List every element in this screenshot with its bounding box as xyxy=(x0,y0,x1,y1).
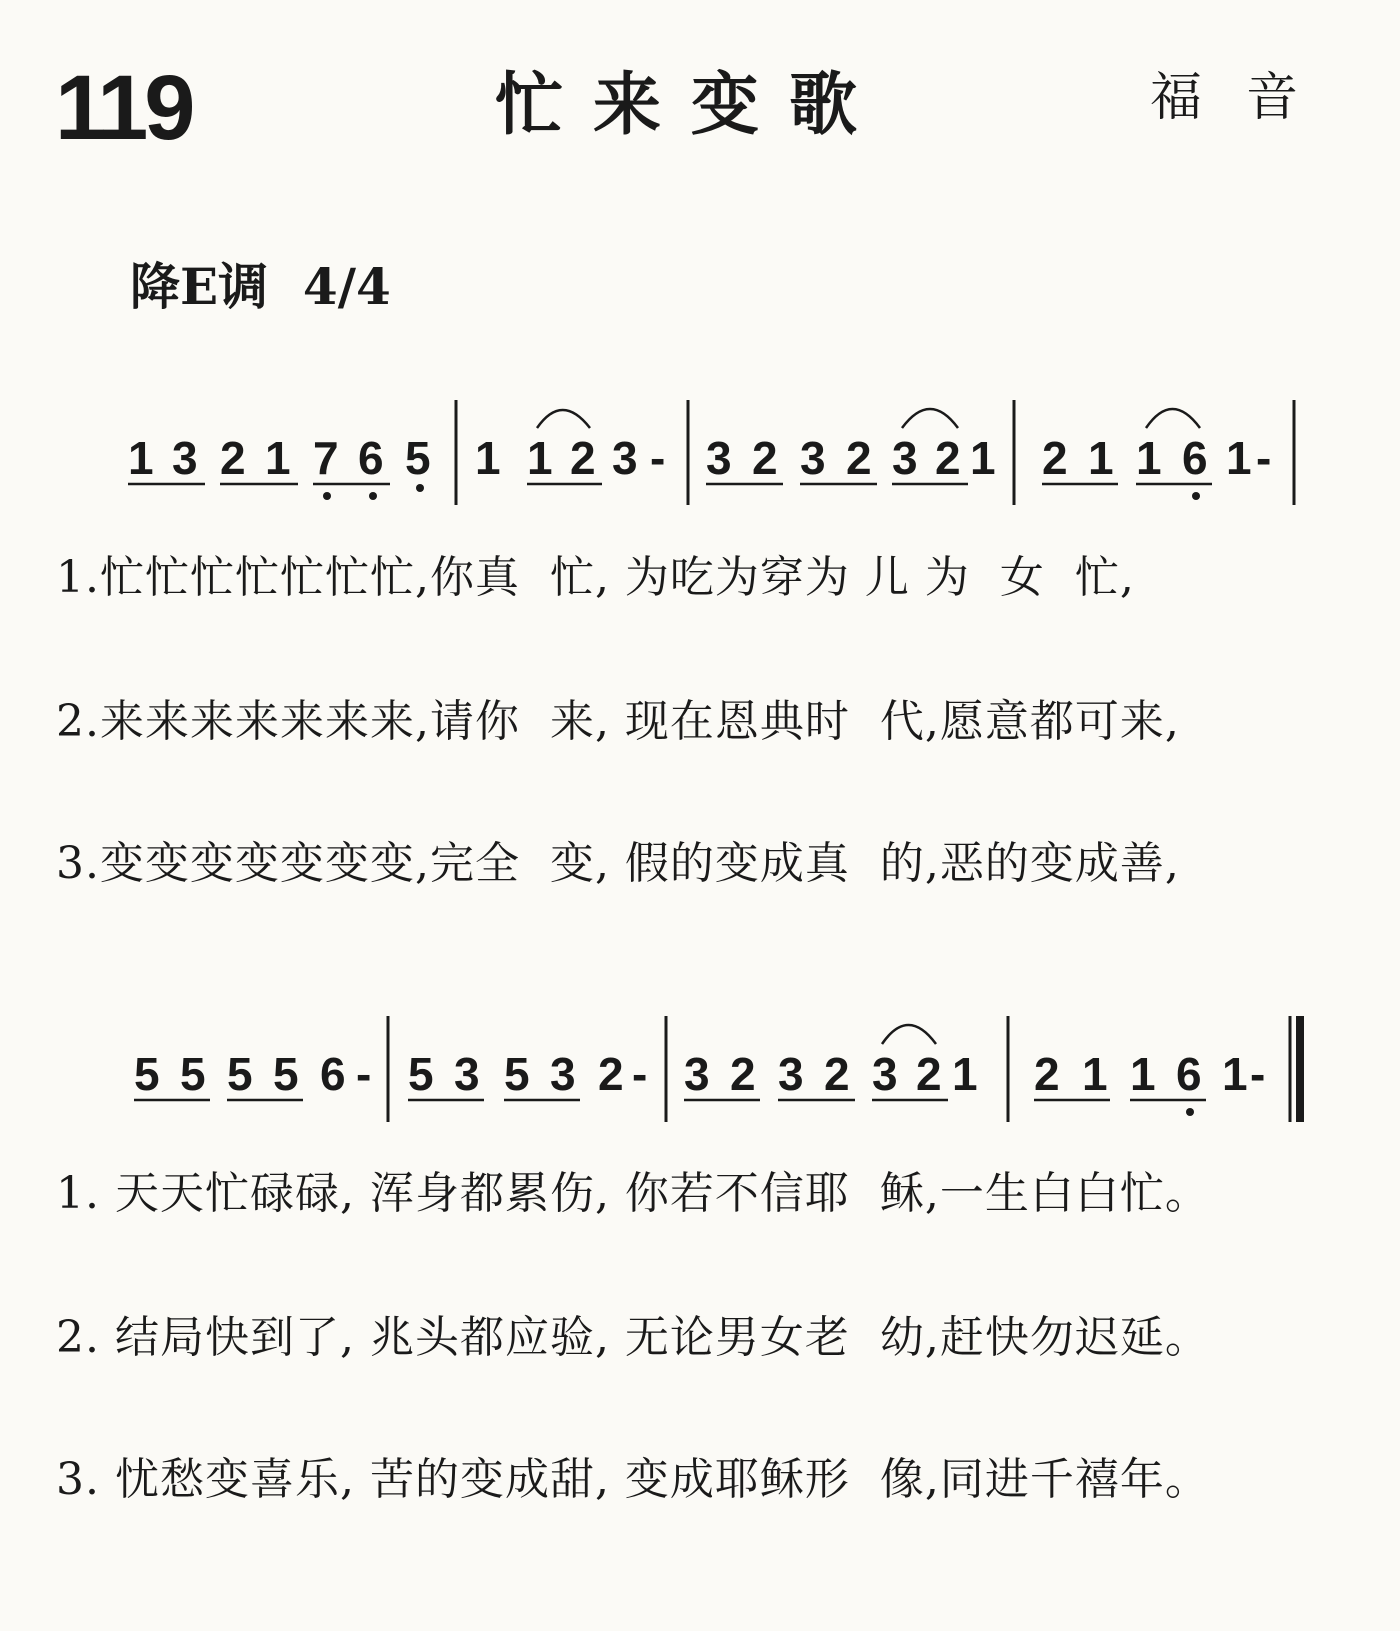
low-octave-dot xyxy=(369,492,377,500)
hymn-number: 119 xyxy=(55,57,192,159)
note: 2 xyxy=(570,432,596,484)
note: 1 xyxy=(1130,1048,1156,1100)
note: 5 xyxy=(134,1048,160,1100)
note: 6 xyxy=(320,1048,346,1100)
note: - xyxy=(1256,432,1272,484)
note: 1 xyxy=(1082,1048,1108,1100)
note: 2 xyxy=(730,1048,756,1100)
lyric-line2-verse3: 3. 忧愁变喜乐, 苦的变成甜, 变成耶稣形 像,同进千禧年。 xyxy=(56,1454,1210,1505)
low-octave-dot xyxy=(416,484,424,492)
tie-arc xyxy=(1146,409,1200,428)
lyric-line2-verse2: 2. 结局快到了, 兆头都应验, 无论男女老 幼,赶快勿迟延。 xyxy=(56,1312,1210,1363)
note: 5 xyxy=(180,1048,206,1100)
note: 1 xyxy=(527,432,553,484)
note: 5 xyxy=(273,1048,299,1100)
note: 2 xyxy=(1042,432,1068,484)
note: 2 xyxy=(598,1048,624,1100)
note: 1 xyxy=(970,432,996,484)
note: 6 xyxy=(1176,1048,1202,1100)
low-octave-dot xyxy=(1186,1108,1194,1116)
note: 2 xyxy=(824,1048,850,1100)
low-octave-dot xyxy=(323,492,331,500)
note: 3 xyxy=(550,1048,576,1100)
note: 3 xyxy=(684,1048,710,1100)
note: 3 xyxy=(872,1048,898,1100)
note: 2 xyxy=(846,432,872,484)
tie-arc xyxy=(882,1025,936,1044)
lyric-line1-verse1: 1.忙忙忙忙忙忙忙,你真 忙, 为吃为穿为 儿 为 女 忙, xyxy=(56,552,1135,603)
low-octave-dot xyxy=(1192,492,1200,500)
final-barline-thick xyxy=(1296,1016,1304,1122)
note: 5 xyxy=(227,1048,253,1100)
lyric-line1-verse2: 2.来来来来来来来,请你 来, 现在恩典时 代,愿意都可来, xyxy=(56,696,1180,747)
note: 6 xyxy=(358,432,384,484)
tie-arc xyxy=(537,410,590,428)
note: - xyxy=(650,432,666,484)
note: 1 xyxy=(952,1048,978,1100)
note: - xyxy=(1250,1048,1266,1100)
note: 2 xyxy=(1034,1048,1060,1100)
note: 5 xyxy=(405,432,431,484)
score-line-1 xyxy=(128,400,1294,505)
note: 3 xyxy=(612,432,638,484)
note: 1 xyxy=(1136,432,1162,484)
key-signature: 降E调 4/4 xyxy=(130,257,391,316)
note: 3 xyxy=(706,432,732,484)
note: 1 xyxy=(128,432,154,484)
note: 3 xyxy=(892,432,918,484)
note: 2 xyxy=(220,432,246,484)
tie-arc xyxy=(902,409,958,428)
note: 3 xyxy=(454,1048,480,1100)
note: 1 xyxy=(265,432,291,484)
note: 5 xyxy=(504,1048,530,1100)
song-title: 忙来变歌 xyxy=(495,66,888,145)
note: 3 xyxy=(800,432,826,484)
score-line-2 xyxy=(134,1016,1304,1122)
note: 7 xyxy=(313,432,339,484)
note: - xyxy=(632,1048,648,1100)
note: 1 xyxy=(1088,432,1114,484)
note: - xyxy=(356,1048,372,1100)
note: 2 xyxy=(916,1048,942,1100)
note: 1 xyxy=(1222,1048,1248,1100)
lyric-line1-verse3: 3.变变变变变变变,完全 变, 假的变成真 的,恶的变成善, xyxy=(56,838,1180,889)
note: 2 xyxy=(752,432,778,484)
note: 6 xyxy=(1182,432,1208,484)
song-category: 福音 xyxy=(1150,68,1343,128)
note: 3 xyxy=(778,1048,804,1100)
note: 1 xyxy=(1226,432,1252,484)
note: 3 xyxy=(172,432,198,484)
lyric-line2-verse1: 1. 天天忙碌碌, 浑身都累伤, 你若不信耶 稣,一生白白忙。 xyxy=(56,1168,1210,1219)
note: 5 xyxy=(408,1048,434,1100)
note: 2 xyxy=(935,432,961,484)
note: 1 xyxy=(475,432,501,484)
